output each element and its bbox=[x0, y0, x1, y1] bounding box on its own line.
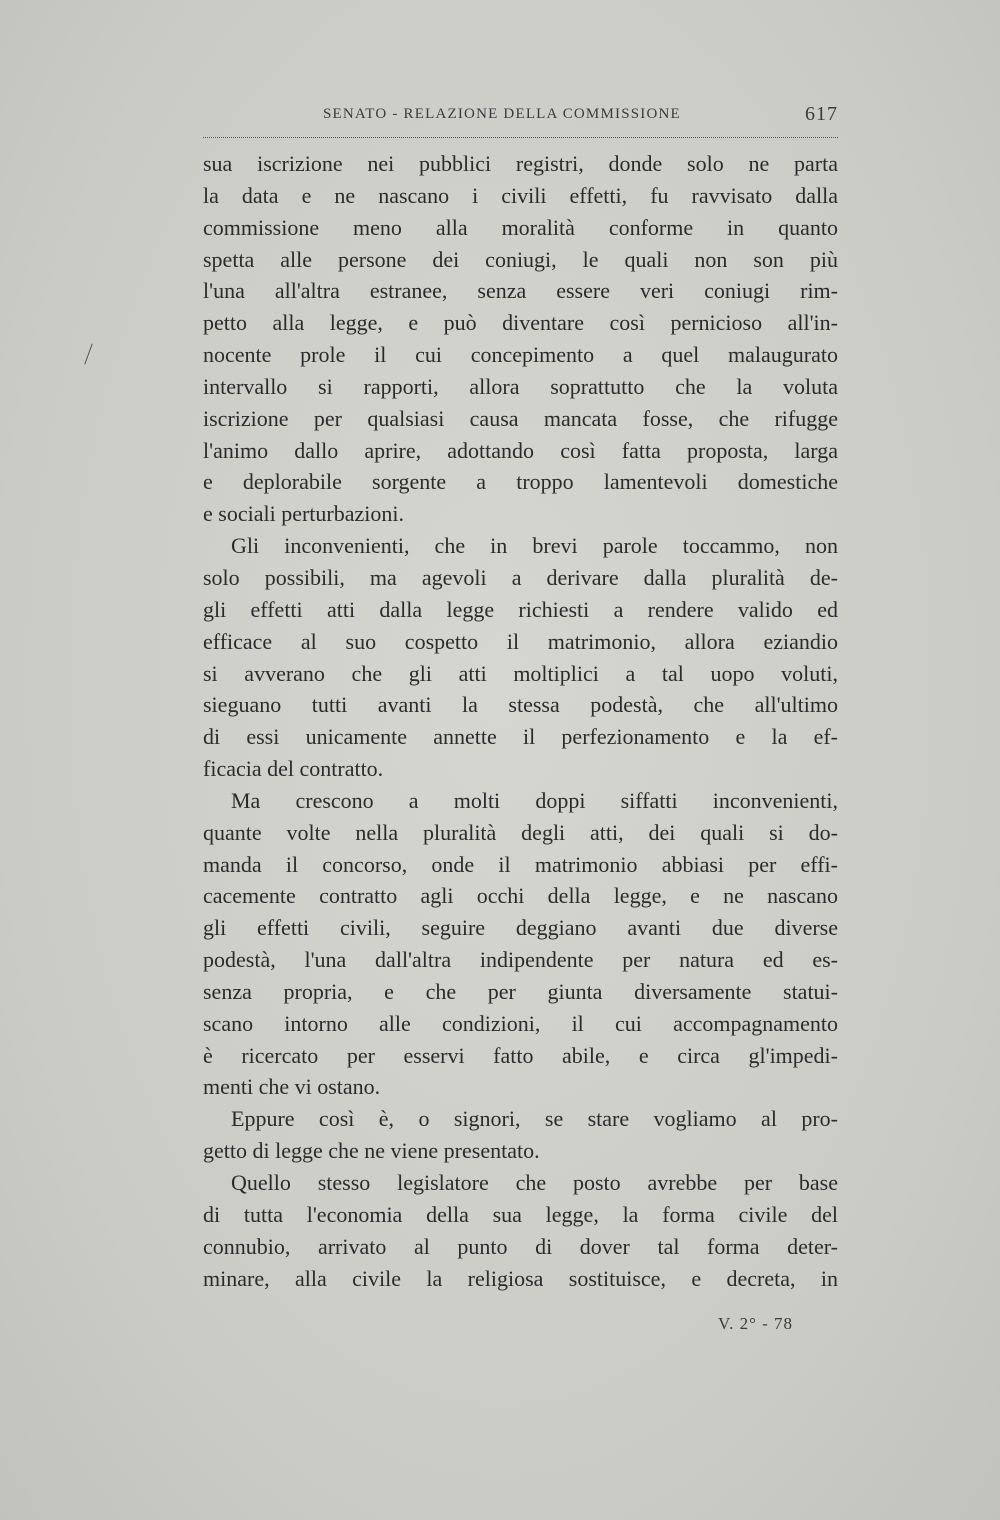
text-line: scano intorno alle condizioni, il cui accompagnamento bbox=[203, 1010, 838, 1036]
text-line: quante volte nella pluralità degli atti, dei quali si do- bbox=[203, 819, 838, 845]
text-line: sieguano tutti avanti la stessa podestà, che all'ultimo bbox=[203, 692, 838, 718]
text-line: petto alla legge, e può diventare così pernicioso all'in- bbox=[203, 310, 838, 336]
text-line: l'una all'altra estranee, senza essere veri coniugi rim- bbox=[203, 278, 838, 304]
text-line: gli effetti civili, seguire deggiano avanti due diverse bbox=[203, 915, 838, 941]
text-line: ficacia del contratto. bbox=[203, 756, 384, 782]
text-line: gli effetti atti dalla legge richiesti a rendere valido ed bbox=[203, 596, 838, 622]
text-line: commissione meno alla moralità conforme in quanto bbox=[203, 214, 838, 240]
page-header bbox=[203, 103, 838, 133]
text-line: cacemente contratto agli occhi della legge, e ne nascano bbox=[203, 883, 838, 909]
text-line: iscrizione per qualsiasi causa mancata fosse, che rifugge bbox=[203, 405, 838, 431]
text-line: di tutta l'economia della sua legge, la forma civile del bbox=[203, 1201, 838, 1227]
text-line: minare, alla civile la religiosa sostituisce, e decreta, in bbox=[203, 1265, 838, 1291]
text-line: l'animo dallo aprire, adottando così fatta proposta, larga bbox=[203, 437, 838, 463]
running-title: SENATO - RELAZIONE DELLA COMMISSIONE bbox=[323, 106, 681, 122]
body-text bbox=[203, 148, 838, 1294]
text-line: Eppure così è, o signori, se stare vogliamo al pro- bbox=[231, 1106, 838, 1132]
text-line: e sociali perturbazioni. bbox=[203, 501, 404, 527]
text-line: nocente prole il cui concepimento a quel malaugurato bbox=[203, 342, 838, 368]
text-line: Gli inconvenienti, che in brevi parole toccammo, non bbox=[231, 533, 838, 559]
text-line: la data e ne nascano i civili effetti, fu ravvisato dalla bbox=[203, 182, 838, 208]
text-line: è ricercato per esservi fatto abile, e circa gl'impedi- bbox=[203, 1042, 838, 1068]
text-line: getto di legge che ne viene presentato. bbox=[203, 1138, 540, 1164]
text-line: manda il concorso, onde il matrimonio abbiasi per effi- bbox=[203, 851, 838, 877]
text-line: di essi unicamente annette il perfezionamento e la ef- bbox=[203, 724, 838, 750]
text-line: solo possibili, ma agevoli a derivare dalla pluralità de- bbox=[203, 564, 838, 590]
text-line: si avverano che gli atti moltiplici a tal uopo voluti, bbox=[203, 660, 838, 686]
text-line: efficace al suo cospetto il matrimonio, allora eziandio bbox=[203, 628, 838, 654]
text-line: connubio, arrivato al punto di dover tal forma deter- bbox=[203, 1233, 838, 1259]
text-line: e deplorabile sorgente a troppo lamentevoli domestiche bbox=[203, 469, 838, 495]
margin-pencil-mark bbox=[84, 343, 92, 364]
text-line: spetta alle persone dei coniugi, le quali non son più bbox=[203, 246, 838, 272]
text-line: intervallo si rapporti, allora soprattutto che la voluta bbox=[203, 373, 838, 399]
text-line: podestà, l'una dall'altra indipendente per natura ed es- bbox=[203, 947, 838, 973]
signature-mark: V. 2° - 78 bbox=[718, 1314, 794, 1333]
header-rule bbox=[203, 137, 838, 138]
text-line: senza propria, e che per giunta diversamente statui- bbox=[203, 978, 838, 1004]
text-line: Quello stesso legislatore che posto avrebbe per base bbox=[231, 1170, 838, 1195]
text-line: sua iscrizione nei pubblici registri, donde solo ne parta bbox=[203, 151, 838, 176]
page-number: 617 bbox=[805, 103, 838, 125]
text-line: Ma crescono a molti doppi siffatti inconvenienti, bbox=[231, 787, 838, 813]
text-line: menti che vi ostano. bbox=[203, 1074, 381, 1100]
